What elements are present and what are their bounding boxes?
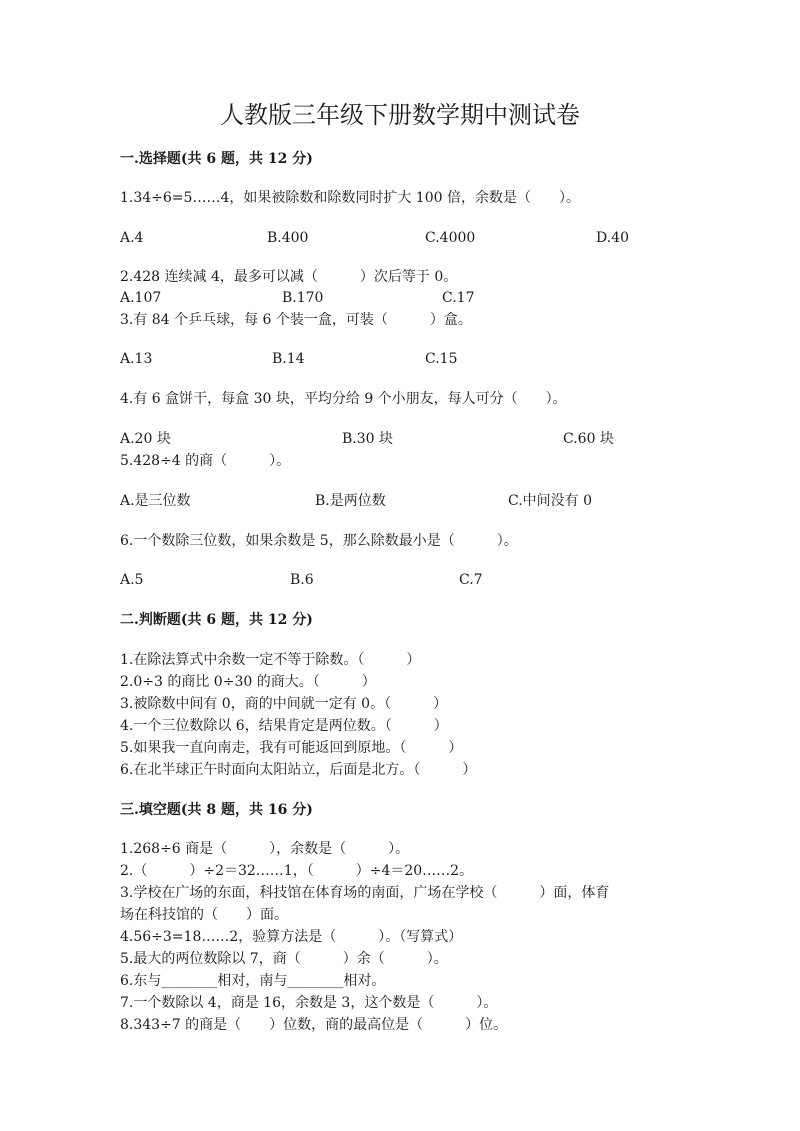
mcq-1-option-b: B.400: [267, 230, 309, 246]
mcq-3-option-a: A.13: [120, 351, 153, 367]
fill-blank-item-3-continued: 场在科技馆的（ ）面。: [120, 907, 288, 923]
fill-blank-item-7: 7.一个数除以 4，商是 16，余数是 3，这个数是（ ）。: [120, 995, 498, 1011]
fill-blank-item-6: 6.东与________相对，南与________相对。: [120, 973, 386, 989]
mcq-6-option-b: B.6: [290, 572, 314, 588]
true-false-item-3: 3.被除数中间有 0，商的中间就一定有 0。（ ）: [120, 696, 448, 712]
mcq-question-2: 2.428 连续减 4，最多可以减（ ）次后等于 0。: [120, 269, 458, 285]
section-heading-fill-blank: 三.填空题(共 8 题，共 16 分): [120, 802, 313, 818]
mcq-2-option-c: C.17: [442, 290, 475, 306]
fill-blank-item-8: 8.343÷7 的商是（ ）位数，商的最高位是（ ）位。: [120, 1017, 508, 1033]
mcq-1-option-d: D.40: [596, 230, 629, 246]
true-false-item-6: 6.在北半球正午时面向太阳站立，后面是北方。（ ）: [120, 762, 477, 778]
mcq-question-6: 6.一个数除三位数，如果余数是 5，那么除数最小是（ ）。: [120, 533, 518, 549]
true-false-item-4: 4.一个三位数除以 6，结果肯定是两位数。（ ）: [120, 718, 448, 734]
mcq-4-option-b: B.30 块: [342, 431, 394, 447]
fill-blank-item-2: 2.（ ）÷2＝32……1，（ ）÷4＝20……2。: [120, 863, 474, 879]
fill-blank-item-3: 3.学校在广场的东面，科技馆在体育场的南面，广场在学校（ ）面，体育: [120, 885, 610, 901]
mcq-6-option-c: C.7: [459, 572, 483, 588]
mcq-1-option-c: C.4000: [425, 230, 476, 246]
mcq-5-option-c: C.中间没有 0: [508, 493, 593, 509]
mcq-1-option-a: A.4: [120, 230, 144, 246]
mcq-6-option-a: A.5: [120, 572, 144, 588]
mcq-4-option-c: C.60 块: [563, 431, 614, 447]
fill-blank-item-5: 5.最大的两位数除以 7，商（ ）余（ ）。: [120, 951, 448, 967]
section-heading-true-false: 二.判断题(共 6 题，共 12 分): [120, 612, 313, 628]
page-title: 人教版三年级下册数学期中测试卷: [220, 101, 580, 129]
mcq-question-3: 3.有 84 个乒乓球，每 6 个装一盒，可装（ ）盒。: [120, 312, 472, 328]
mcq-3-option-c: C.15: [425, 351, 458, 367]
fill-blank-item-1: 1.268÷6 商是（ ），余数是（ ）。: [120, 841, 410, 857]
mcq-5-option-b: B.是两位数: [315, 493, 386, 509]
mcq-question-5: 5.428÷4 的商（ ）。: [120, 453, 291, 469]
section-heading-choice: 一.选择题(共 6 题，共 12 分): [120, 151, 313, 167]
mcq-4-option-a: A.20 块: [120, 431, 171, 447]
mcq-2-option-b: B.170: [282, 290, 324, 306]
true-false-item-5: 5.如果我一直向南走，我有可能返回到原地。（ ）: [120, 740, 463, 756]
mcq-2-option-a: A.107: [120, 290, 162, 306]
mcq-question-4: 4.有 6 盒饼干，每盒 30 块，平均分给 9 个小朋友，每人可分（ ）。: [120, 391, 567, 407]
mcq-question-1: 1.34÷6=5……4，如果被除数和除数同时扩大 100 倍，余数是（ ）。: [120, 190, 580, 206]
fill-blank-item-4: 4.56÷3=18……2，验算方法是（ ）。（写算式）: [120, 929, 463, 945]
true-false-item-2: 2.0÷3 的商比 0÷30 的商大。（ ）: [120, 674, 376, 690]
mcq-5-option-a: A.是三位数: [120, 493, 191, 509]
true-false-item-1: 1.在除法算式中余数一定不等于除数。（ ）: [120, 652, 421, 668]
mcq-3-option-b: B.14: [272, 351, 305, 367]
